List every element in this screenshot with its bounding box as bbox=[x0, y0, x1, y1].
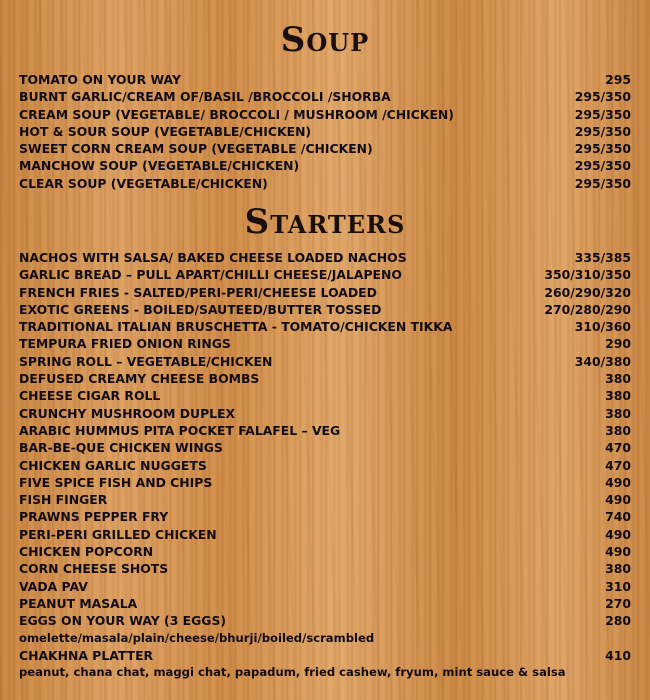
menu-item-name: CREAM SOUP (VEGETABLE/ BROCCOLI / MUSHROOM /CHICKEN) bbox=[19, 106, 454, 122]
soup-list bbox=[19, 71, 631, 192]
menu-item-name: VADA PAV bbox=[19, 578, 88, 594]
menu-item-name: EGGS ON YOUR WAY (3 EGGS) bbox=[19, 613, 227, 629]
menu-item-price: 310/360 bbox=[574, 319, 631, 335]
menu-item-price: 380 bbox=[605, 561, 631, 577]
menu-item bbox=[19, 318, 631, 335]
menu-item-price: 295/350 bbox=[574, 175, 631, 191]
menu-item-name: CRUNCHY MUSHROOM DUPLEX bbox=[19, 405, 236, 421]
menu-item-name: CLEAR SOUP (VEGETABLE/CHICKEN) bbox=[19, 175, 268, 191]
menu-item bbox=[19, 491, 631, 508]
menu-item-name: EXOTIC GREENS - BOILED/SAUTEED/BUTTER TOSSED bbox=[19, 301, 382, 317]
menu-item bbox=[19, 578, 631, 595]
menu-item-name: PRAWNS PEPPER FRY bbox=[19, 509, 169, 525]
menu-item bbox=[19, 106, 631, 123]
menu-item-price: 310 bbox=[605, 578, 631, 594]
menu-item bbox=[19, 422, 631, 439]
menu-item-name: peanut, chana chat, maggi chat, papadum, fried cashew, fryum, mint sauce & salsa bbox=[19, 665, 566, 680]
menu-item-name: CHICKEN POPCORN bbox=[19, 544, 154, 560]
menu-item-name: NACHOS WITH SALSA/ BAKED CHEESE LOADED NACHOS bbox=[19, 250, 407, 265]
section-title-soup: Soup bbox=[280, 20, 370, 60]
menu-item-name: TRADITIONAL ITALIAN BRUSCHETTA - TOMATO/CHICKEN TIKKA bbox=[19, 319, 453, 335]
menu-item-name: TOMATO ON YOUR WAY bbox=[19, 72, 181, 87]
menu-item-name: ARABIC HUMMUS PITA POCKET FALAFEL – VEG bbox=[19, 422, 341, 438]
menu-item-price: 270/280/290 bbox=[544, 301, 631, 317]
menu-item-price: 335/385 bbox=[574, 250, 631, 265]
menu-item-price: 470 bbox=[605, 457, 631, 473]
menu-item-price: 290 bbox=[605, 336, 631, 352]
menu-item-name: omelette/masala/plain/cheese/bhurji/boiled/scrambled bbox=[19, 630, 375, 645]
menu-item bbox=[19, 123, 631, 140]
menu-item bbox=[19, 370, 631, 387]
menu-item-price: 380 bbox=[605, 371, 631, 387]
menu-item-name: MANCHOW SOUP (VEGETABLE/CHICKEN) bbox=[19, 158, 300, 174]
menu-item-price: 470 bbox=[605, 440, 631, 456]
menu-item bbox=[19, 71, 631, 88]
menu-item-price: 260/290/320 bbox=[544, 284, 631, 300]
menu-item bbox=[19, 457, 631, 474]
menu-item bbox=[19, 595, 631, 612]
menu-item bbox=[19, 88, 631, 105]
menu-item-name: FIVE SPICE FISH AND CHIPS bbox=[19, 474, 213, 490]
menu-item bbox=[19, 612, 631, 629]
menu-item-name: PERI-PERI GRILLED CHICKEN bbox=[19, 526, 217, 542]
menu-item-name: PEANUT MASALA bbox=[19, 595, 138, 611]
menu-item bbox=[19, 664, 631, 681]
menu-item-price: 295/350 bbox=[574, 106, 631, 122]
menu-item bbox=[19, 543, 631, 560]
menu-item bbox=[19, 474, 631, 491]
menu-item bbox=[19, 266, 631, 283]
menu-item bbox=[19, 249, 631, 266]
menu-item-name: CHAKHNA PLATTER bbox=[19, 647, 154, 663]
menu-item-price: 340/380 bbox=[574, 353, 631, 369]
menu-item-price: 740 bbox=[605, 509, 631, 525]
menu-item-price: 295/350 bbox=[574, 89, 631, 105]
menu-item bbox=[19, 526, 631, 543]
menu-item-price: 350/310/350 bbox=[544, 267, 631, 283]
menu-item-price: 295/350 bbox=[574, 123, 631, 139]
menu-item bbox=[19, 508, 631, 525]
menu-item-price: 295 bbox=[605, 72, 631, 87]
menu-item-name: BURNT GARLIC/CREAM OF/BASIL /BROCCOLI /SHORBA bbox=[19, 89, 391, 105]
menu-item-name: CHICKEN GARLIC NUGGETS bbox=[19, 457, 207, 473]
menu-item-price: 490 bbox=[605, 526, 631, 542]
menu-item-price: 280 bbox=[605, 613, 631, 629]
menu-item bbox=[19, 301, 631, 318]
menu-item bbox=[19, 405, 631, 422]
menu-item bbox=[19, 335, 631, 352]
menu-item bbox=[19, 353, 631, 370]
menu-item bbox=[19, 175, 631, 192]
menu-item-name: CORN CHEESE SHOTS bbox=[19, 561, 169, 577]
menu-item-price: 295/350 bbox=[574, 158, 631, 174]
menu-item bbox=[19, 157, 631, 174]
menu-item-price: 380 bbox=[605, 388, 631, 404]
menu-item-name: SWEET CORN CREAM SOUP (VEGETABLE /CHICKEN) bbox=[19, 141, 373, 157]
menu-item-name: FRENCH FRIES - SALTED/PERI-PERI/CHEESE LOADED bbox=[19, 284, 377, 300]
menu-item bbox=[19, 140, 631, 157]
menu-item bbox=[19, 560, 631, 577]
menu-item-price: 380 bbox=[605, 422, 631, 438]
menu-item-name: SPRING ROLL – VEGETABLE/CHICKEN bbox=[19, 353, 273, 369]
menu-item-price: 490 bbox=[605, 474, 631, 490]
menu-item bbox=[19, 630, 631, 647]
menu-item-price: 270 bbox=[605, 595, 631, 611]
menu-item-price: 490 bbox=[605, 492, 631, 508]
starters-list bbox=[19, 249, 631, 681]
menu-item-name: TEMPURA FRIED ONION RINGS bbox=[19, 336, 231, 352]
menu-item bbox=[19, 439, 631, 456]
section-title-starters: Starters bbox=[244, 202, 406, 242]
menu-item-name: DEFUSED CREAMY CHEESE BOMBS bbox=[19, 371, 260, 387]
menu-item bbox=[19, 387, 631, 404]
menu-item-price: 410 bbox=[605, 647, 631, 663]
menu-item bbox=[19, 647, 631, 664]
menu-item bbox=[19, 284, 631, 301]
menu-item-name: BAR-BE-QUE CHICKEN WINGS bbox=[19, 440, 223, 456]
menu-item-name: FISH FINGER bbox=[19, 492, 108, 508]
menu-item-name: CHEESE CIGAR ROLL bbox=[19, 388, 161, 404]
menu-item-name: HOT & SOUR SOUP (VEGETABLE/CHICKEN) bbox=[19, 123, 312, 139]
menu-item-price: 380 bbox=[605, 405, 631, 421]
menu-item-price: 490 bbox=[605, 544, 631, 560]
menu-item-price: 295/350 bbox=[574, 141, 631, 157]
menu-item-name: GARLIC BREAD – PULL APART/CHILLI CHEESE/JALAPENO bbox=[19, 267, 402, 283]
